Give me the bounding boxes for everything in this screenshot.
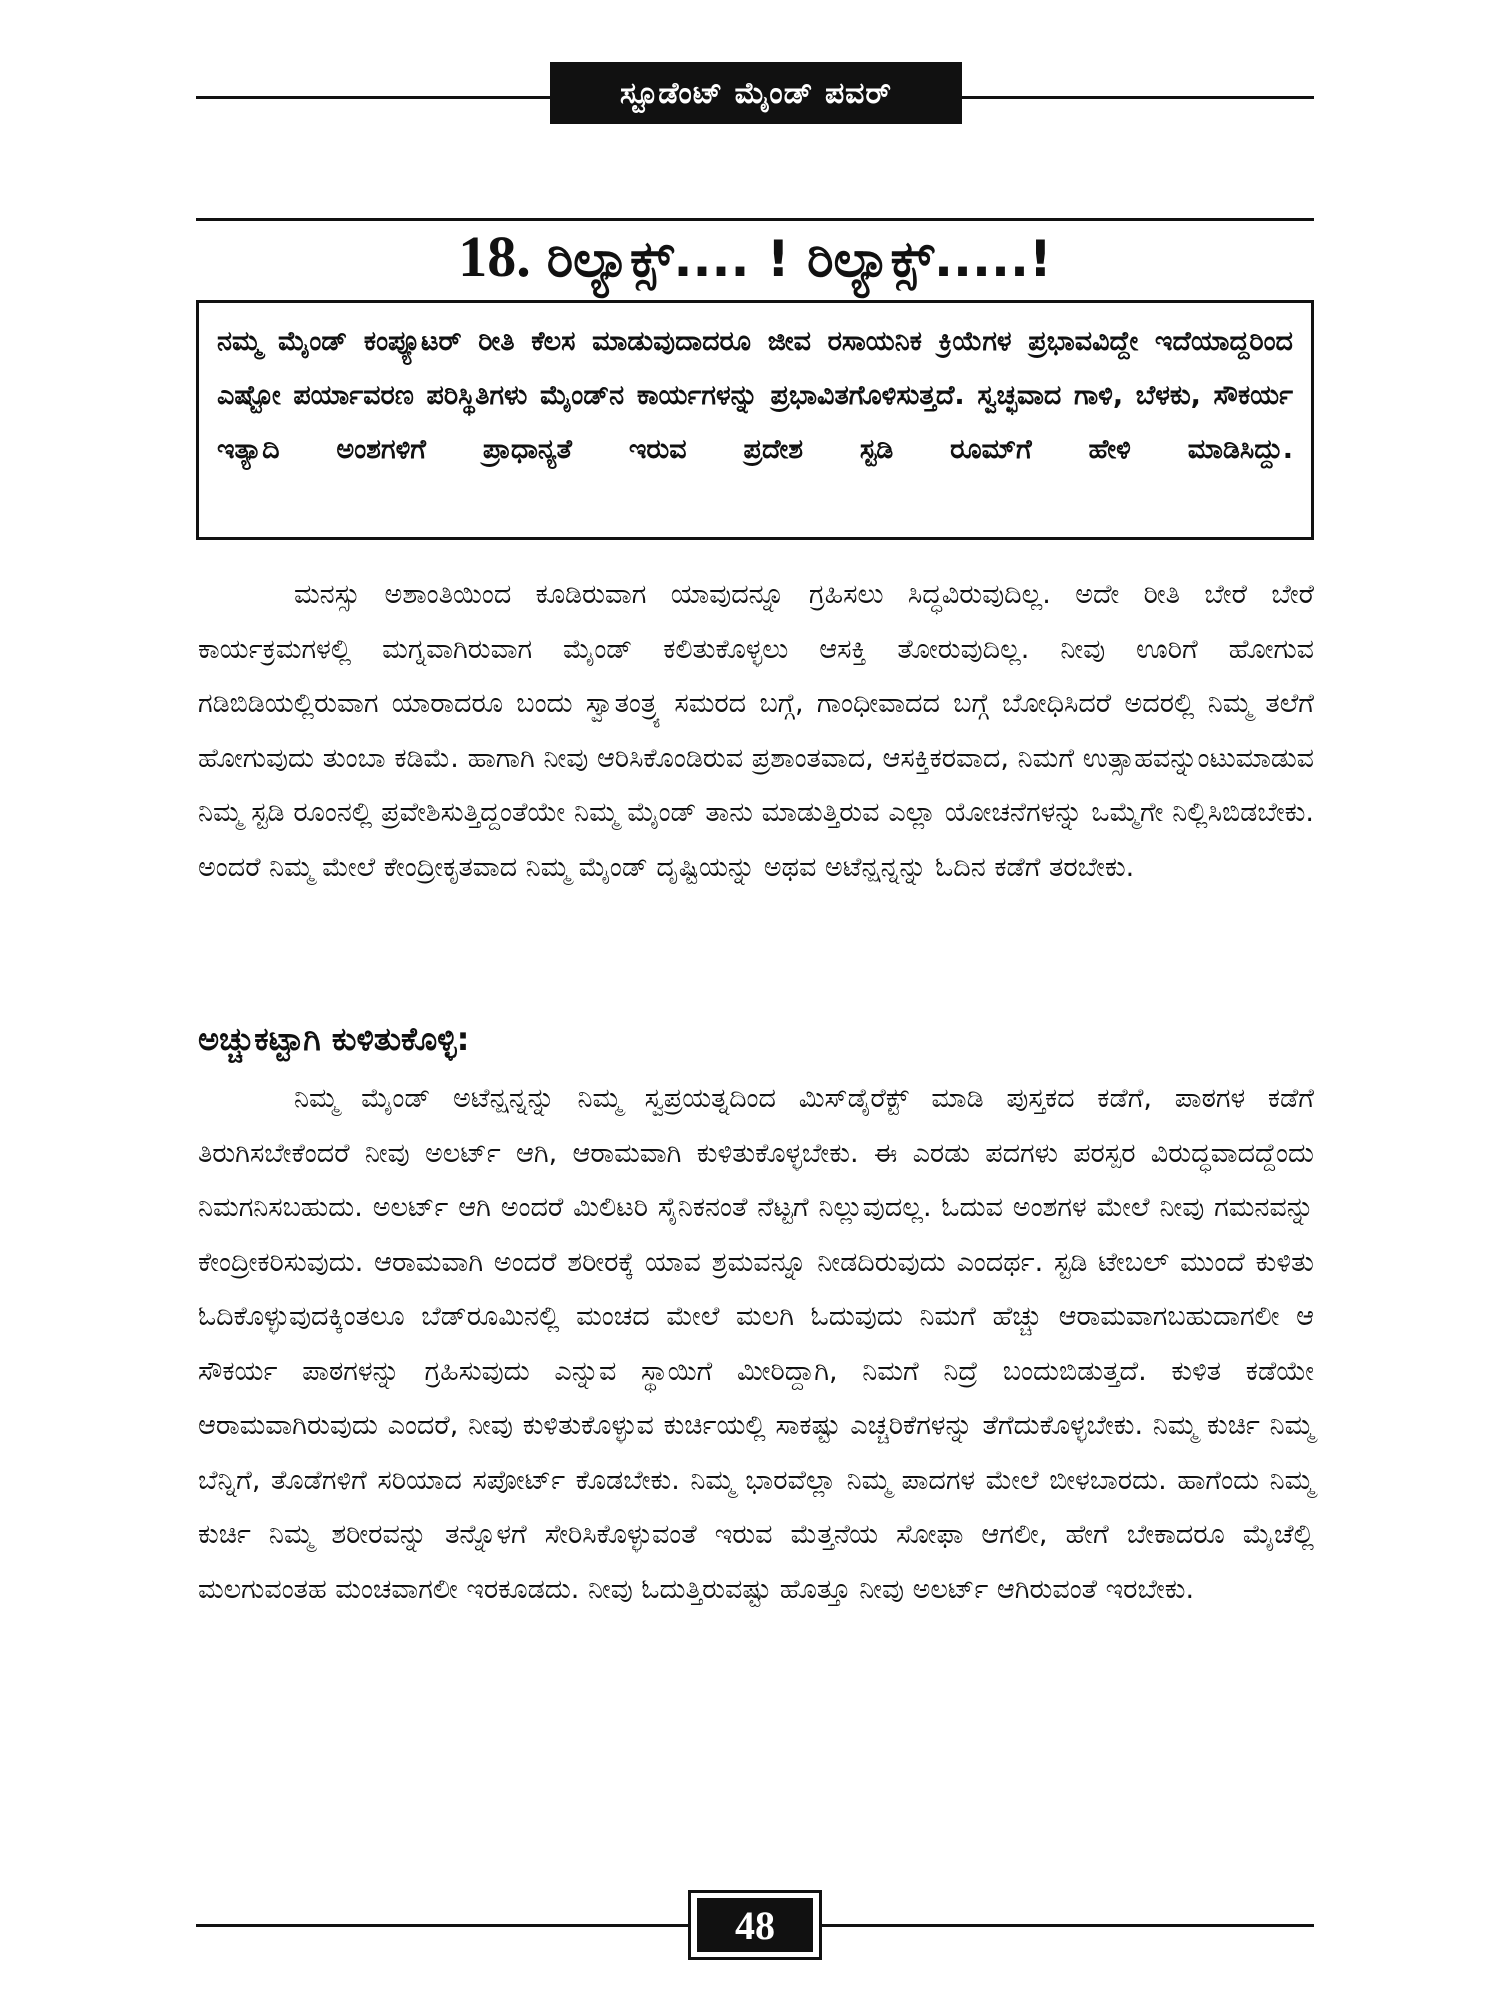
chapter-summary-box [196, 300, 1314, 540]
running-header [550, 62, 962, 124]
chapter-summary-text: ನಮ್ಮ ಮೈಂಡ್ ಕಂಪ್ಯೂಟರ್ ರೀತಿ ಕೆಲಸ ಮಾಡುವುದಾದರೂ ಜೀವ ರಸಾಯನಿಕ ಕ್ರಿಯೆಗಳ ಪ್ರಭಾವವಿದ್ದೇ ಇದೆಯಾದ್ದರಿಂದ ಎಷ್ಟೋ ಪರ್ಯಾವರಣ ಪರಿಸ್ಥಿತಿಗಳು ಮೈಂಡ್‌ನ ಕಾರ್ಯಗಳನ್ನು ಪ್ರಭಾವಿತಗೊಳಿಸುತ್ತದೆ. ಸ್ವಚ್ಛವಾದ ಗಾಳಿ, ಬೆಳಕು, ಸೌಕರ್ಯ ಇತ್ಯಾದಿ ಅಂಶಗಳಿಗೆ ಪ್ರಾಧಾನ್ಯತೆ ಇರುವ ಪ್ರದೇಶ ಸ್ಟಡಿ ರೂಮ್‌ಗೆ ಹೇಳಿ ಮಾಡಿಸಿದ್ದು. [217, 326, 1293, 465]
chapter-top-rule [196, 218, 1314, 221]
header-rule-right [962, 96, 1314, 99]
chapter-number: 18. [458, 224, 531, 289]
page-number: 48 [697, 1898, 813, 1952]
body-paragraph-2: ನಿಮ್ಮ ಮೈಂಡ್ ಅಟೆನ್ಷನ್ನನ್ನು ನಿಮ್ಮ ಸ್ವಪ್ರಯತ್ನದಿಂದ ಮಿಸ್‌ಡೈರೆಕ್ಟ್ ಮಾಡಿ ಪುಸ್ತಕದ ಕಡೆಗೆ, ಪಾಠಗಳ ಕಡೆಗೆ ತಿರುಗಿಸಬೇಕೆಂದರೆ ನೀವು ಅಲರ್ಟ್ ಆಗಿ, ಆರಾಮವಾಗಿ ಕುಳಿತುಕೊಳ್ಳಬೇಕು. ಈ ಎರಡು ಪದಗಳು ಪರಸ್ಪರ ವಿರುದ್ಧವಾದದ್ದೆಂದು ನಿಮಗನಿಸಬಹುದು. ಅಲರ್ಟ್ ಆಗಿ ಅಂದರೆ ಮಿಲಿಟರಿ ಸೈನಿಕನಂತೆ ನೆಟ್ಟಗೆ ನಿಲ್ಲುವುದಲ್ಲ. ಓದುವ ಅಂಶಗಳ ಮೇಲೆ ನೀವು ಗಮನವನ್ನು ಕೇಂದ್ರೀಕರಿಸುವುದು. ಆರಾಮವಾಗಿ ಅಂದರೆ ಶರೀರಕ್ಕೆ ಯಾವ ಶ್ರಮವನ್ನೂ ನೀಡದಿರುವುದು ಎಂದರ್ಥ. ಸ್ಟಡಿ ಟೇಬಲ್ ಮುಂದೆ ಕುಳಿತು ಓದಿಕೊಳ್ಳುವುದಕ್ಕಿಂತಲೂ ಬೆಡ್‌ರೂಮಿನಲ್ಲಿ ಮಂಚದ ಮೇಲೆ ಮಲಗಿ ಓದುವುದು ನಿಮಗೆ ಹೆಚ್ಚು ಆರಾಮವಾಗಬಹುದಾಗಲೀ ಆ ಸೌಕರ್ಯ ಪಾಠಗಳನ್ನು ಗ್ರಹಿಸುವುದು ಎನ್ನುವ ಸ್ಥಾಯಿಗೆ ಮೀರಿದ್ದಾಗಿ, ನಿಮಗೆ ನಿದ್ರೆ ಬಂದುಬಿಡುತ್ತದೆ. ಕುಳಿತ ಕಡೆಯೇ ಆರಾಮವಾಗಿರುವುದು ಎಂದರೆ, ನೀವು ಕುಳಿತುಕೊಳ್ಳುವ ಕುರ್ಚಿಯಲ್ಲಿ ಸಾಕಷ್ಟು ಎಚ್ಚರಿಕೆಗಳನ್ನು ತೆಗೆದುಕೊಳ್ಳಬೇಕು. ನಿಮ್ಮ ಕುರ್ಚಿ ನಿಮ್ಮ ಬೆನ್ನಿಗೆ, ತೊಡೆಗಳಿಗೆ ಸರಿಯಾದ ಸಪೋರ್ಟ್ ಕೊಡಬೇಕು. ನಿಮ್ಮ ಭಾರವೆಲ್ಲಾ ನಿಮ್ಮ ಪಾದಗಳ ಮೇಲೆ ಬೀಳಬಾರದು. ಹಾಗೆಂದು ನಿಮ್ಮ ಕುರ್ಚಿ ನಿಮ್ಮ ಶರೀರವನ್ನು ತನ್ನೊಳಗೆ ಸೇರಿಸಿಕೊಳ್ಳುವಂತೆ ಇರುವ ಮೆತ್ತನೆಯ ಸೋಫಾ ಆಗಲೀ, ಹೇಗೆ ಬೇಕಾದರೂ ಮೈಚೆಲ್ಲಿ ಮಲಗುವಂತಹ ಮಂಚವಾಗಲೀ ಇರಕೂಡದು. ನೀವು ಓದುತ್ತಿರುವಷ್ಟು ಹೊತ್ತೂ ನೀವು ಅಲರ್ಟ್ ಆಗಿರುವಂತೆ ಇರಬೇಕು. [198, 1083, 1314, 1605]
chapter-title [196, 222, 1314, 294]
body-paragraph-1: ಮನಸ್ಸು ಅಶಾಂತಿಯಿಂದ ಕೂಡಿರುವಾಗ ಯಾವುದನ್ನೂ ಗ್ರಹಿಸಲು ಸಿದ್ಧವಿರುವುದಿಲ್ಲ. ಅದೇ ರೀತಿ ಬೇರೆ ಬೇರೆ ಕಾರ್ಯಕ್ರಮಗಳಲ್ಲಿ ಮಗ್ನವಾಗಿರುವಾಗ ಮೈಂಡ್ ಕಲಿತುಕೊಳ್ಳಲು ಆಸಕ್ತಿ ತೋರುವುದಿಲ್ಲ. ನೀವು ಊರಿಗೆ ಹೋಗುವ ಗಡಿಬಿಡಿಯಲ್ಲಿರುವಾಗ ಯಾರಾದರೂ ಬಂದು ಸ್ವಾತಂತ್ರ್ಯ ಸಮರದ ಬಗ್ಗೆ, ಗಾಂಧೀವಾದದ ಬಗ್ಗೆ ಬೋಧಿಸಿದರೆ ಅದರಲ್ಲಿ ನಿಮ್ಮ ತಲೆಗೆ ಹೋಗುವುದು ತುಂಬಾ ಕಡಿಮೆ. ಹಾಗಾಗಿ ನೀವು ಆರಿಸಿಕೊಂಡಿರುವ ಪ್ರಶಾಂತವಾದ, ಆಸಕ್ತಿಕರವಾದ, ನಿಮಗೆ ಉತ್ಸಾಹವನ್ನುಂಟುಮಾಡುವ ನಿಮ್ಮ ಸ್ಟಡಿ ರೂಂನಲ್ಲಿ ಪ್ರವೇಶಿಸುತ್ತಿದ್ದಂತೆಯೇ ನಿಮ್ಮ ಮೈಂಡ್ ತಾನು ಮಾಡುತ್ತಿರುವ ಎಲ್ಲಾ ಯೋಚನೆಗಳನ್ನು ಒಮ್ಮೆಗೇ ನಿಲ್ಲಿಸಿಬಿಡಬೇಕು. ಅಂದರೆ ನಿಮ್ಮ ಮೇಲೆ ಕೇಂದ್ರೀಕೃತವಾದ ನಿಮ್ಮ ಮೈಂಡ್ ದೃಷ್ಟಿಯನ್ನು ಅಥವ ಅಟೆನ್ಷನ್ನನ್ನು ಓದಿನ ಕಡೆಗೆ ತರಬೇಕು. [198, 579, 1314, 883]
chapter-title-text: ರಿಲ್ಯಾಕ್ಸ್.... ! ರಿಲ್ಯಾಕ್ಸ್.....! [546, 230, 1052, 288]
footer-rule-right [822, 1924, 1314, 1927]
page-number-box [688, 1890, 822, 1960]
footer-rule-left [196, 1924, 688, 1927]
section-subheading: ಅಚ್ಚುಕಟ್ಟಾಗಿ ಕುಳಿತುಕೊಳ್ಳಿ: [198, 1020, 470, 1058]
running-header-title: ಸ್ಟೂಡೆಂಟ್ ಮೈಂಡ್ ಪವರ್ [619, 75, 893, 111]
header-rule-left [196, 96, 552, 99]
